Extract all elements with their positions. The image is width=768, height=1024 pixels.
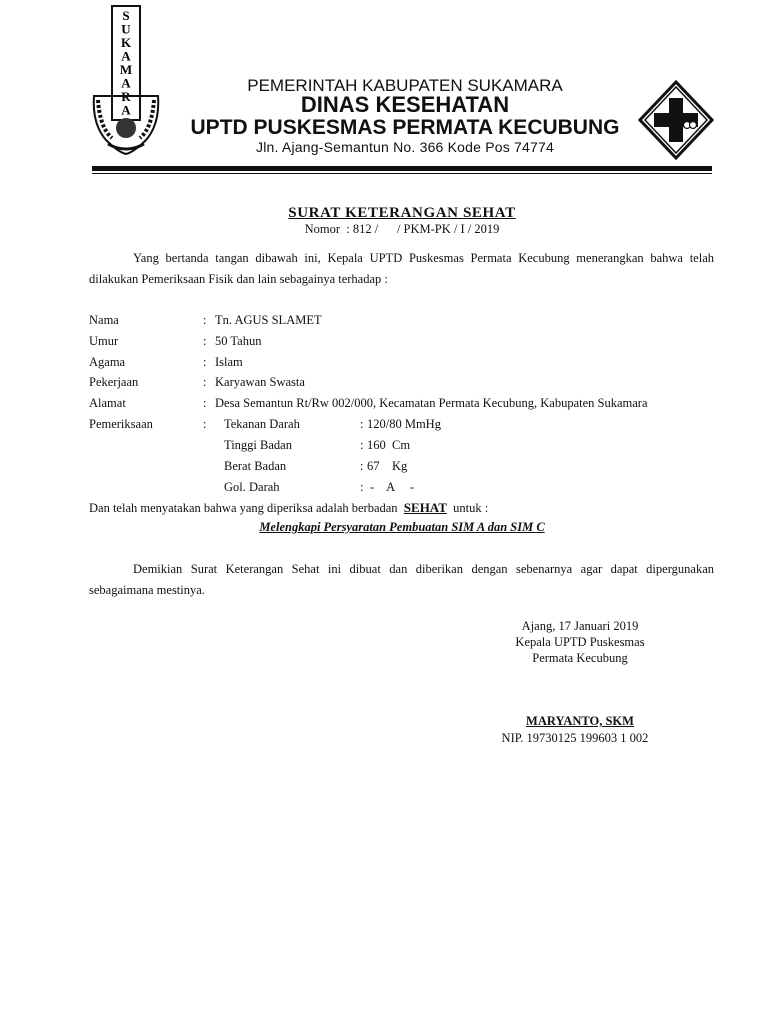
exam-value-gol-darah: - A -	[367, 480, 415, 494]
letter-title: SURAT KETERANGAN SEHAT	[288, 205, 516, 221]
emblem-letter: S	[122, 8, 130, 23]
field-colon: :	[203, 355, 207, 369]
letter-number: Nomor : 812 / / PKM-PK / I / 2019	[304, 222, 500, 236]
emblem-letter: R	[121, 89, 131, 104]
emblem-letter: A	[121, 75, 131, 91]
emblem-letter: K	[120, 35, 132, 50]
exam-value-tekanan-darah: 120/80 MmHg	[367, 417, 441, 431]
exam-value-berat-badan: 67 Kg	[367, 459, 408, 473]
letterhead-institution: UPTD PUSKESMAS PERMATA KECUBUNG	[190, 116, 620, 139]
field-value-pekerjaan: Karyawan Swasta	[215, 375, 305, 389]
health-statement	[89, 500, 488, 516]
field-value-umur: 50 Tahun	[215, 334, 262, 348]
health-status: SEHAT	[403, 500, 447, 515]
field-label-umur: Umur	[89, 334, 119, 348]
letterhead-address: Jln. Ajang-Semantun No. 366 Kode Pos 74774	[256, 139, 554, 155]
closing-paragraph: Demikian Surat Keterangan Sehat ini dibuat dan diberikan dengan sebenarnya agar dapat dipergunakan sebagaimana mestinya.	[89, 562, 714, 597]
exam-colon: :	[360, 480, 364, 494]
field-value-alamat: Desa Semantun Rt/Rw 002/000, Kecamatan Permata Kecubung, Kabupaten Sukamara	[215, 396, 648, 410]
emblem-letter: U	[121, 21, 131, 37]
signatory-nip: NIP. 19730125 199603 1 002	[501, 731, 649, 745]
letterhead-department: DINAS KESEHATAN	[300, 92, 510, 117]
exam-value-tinggi-badan: 160 Cm	[367, 438, 411, 452]
statement-suffix: untuk :	[453, 501, 489, 515]
signature-place-date: Ajang, 17 Januari 2019	[521, 619, 639, 633]
field-label-pemeriksaan: Pemeriksaan	[89, 417, 153, 431]
field-label-pekerjaan: Pekerjaan	[89, 375, 139, 389]
field-colon: :	[203, 334, 207, 348]
letterhead-divider-thick	[92, 166, 712, 171]
emblem-letter: A	[121, 48, 131, 64]
intro-paragraph: Yang bertanda tangan dibawah ini, Kepala UPTD Puskesmas Permata Kecubung menerangkan bahwa telah dilakukan Pemeriksaan Fisik dan lain sebagainya terhadap :	[89, 251, 714, 286]
exam-label-tinggi-badan: Tinggi Badan	[224, 438, 292, 452]
field-label-nama: Nama	[89, 313, 119, 327]
field-colon: :	[203, 396, 207, 410]
exam-label-berat-badan: Berat Badan	[224, 459, 287, 473]
letter-purpose: Melengkapi Persyaratan Pembuatan SIM A dan SIM C	[259, 520, 545, 534]
exam-label-gol-darah: Gol. Darah	[224, 480, 280, 494]
letterhead-government: PEMERINTAH KABUPATEN SUKAMARA	[247, 76, 563, 95]
exam-colon: :	[360, 417, 364, 431]
field-label-agama: Agama	[89, 355, 126, 369]
signatory-name: MARYANTO, SKM	[526, 714, 634, 728]
signature-position-line1: Kepala UPTD Puskesmas	[515, 635, 645, 649]
emblem-letter: M	[119, 62, 133, 77]
field-colon: :	[203, 375, 207, 389]
field-value-agama: Islam	[215, 355, 243, 369]
sukamara-emblem-icon	[88, 4, 164, 156]
field-colon: :	[203, 417, 207, 431]
statement-text: Dan telah menyatakan bahwa yang diperiksa adalah berbadan	[89, 501, 398, 515]
emblem-letter: A	[121, 102, 131, 118]
exam-colon: :	[360, 438, 364, 452]
field-colon: :	[203, 313, 207, 327]
letterhead-divider-thin	[92, 173, 712, 174]
field-value-nama: Tn. AGUS SLAMET	[215, 313, 322, 327]
signature-position-line2: Permata Kecubung	[532, 651, 628, 665]
exam-label-tekanan-darah: Tekanan Darah	[224, 417, 300, 431]
field-label-alamat: Alamat	[89, 396, 126, 410]
exam-colon: :	[360, 459, 364, 473]
